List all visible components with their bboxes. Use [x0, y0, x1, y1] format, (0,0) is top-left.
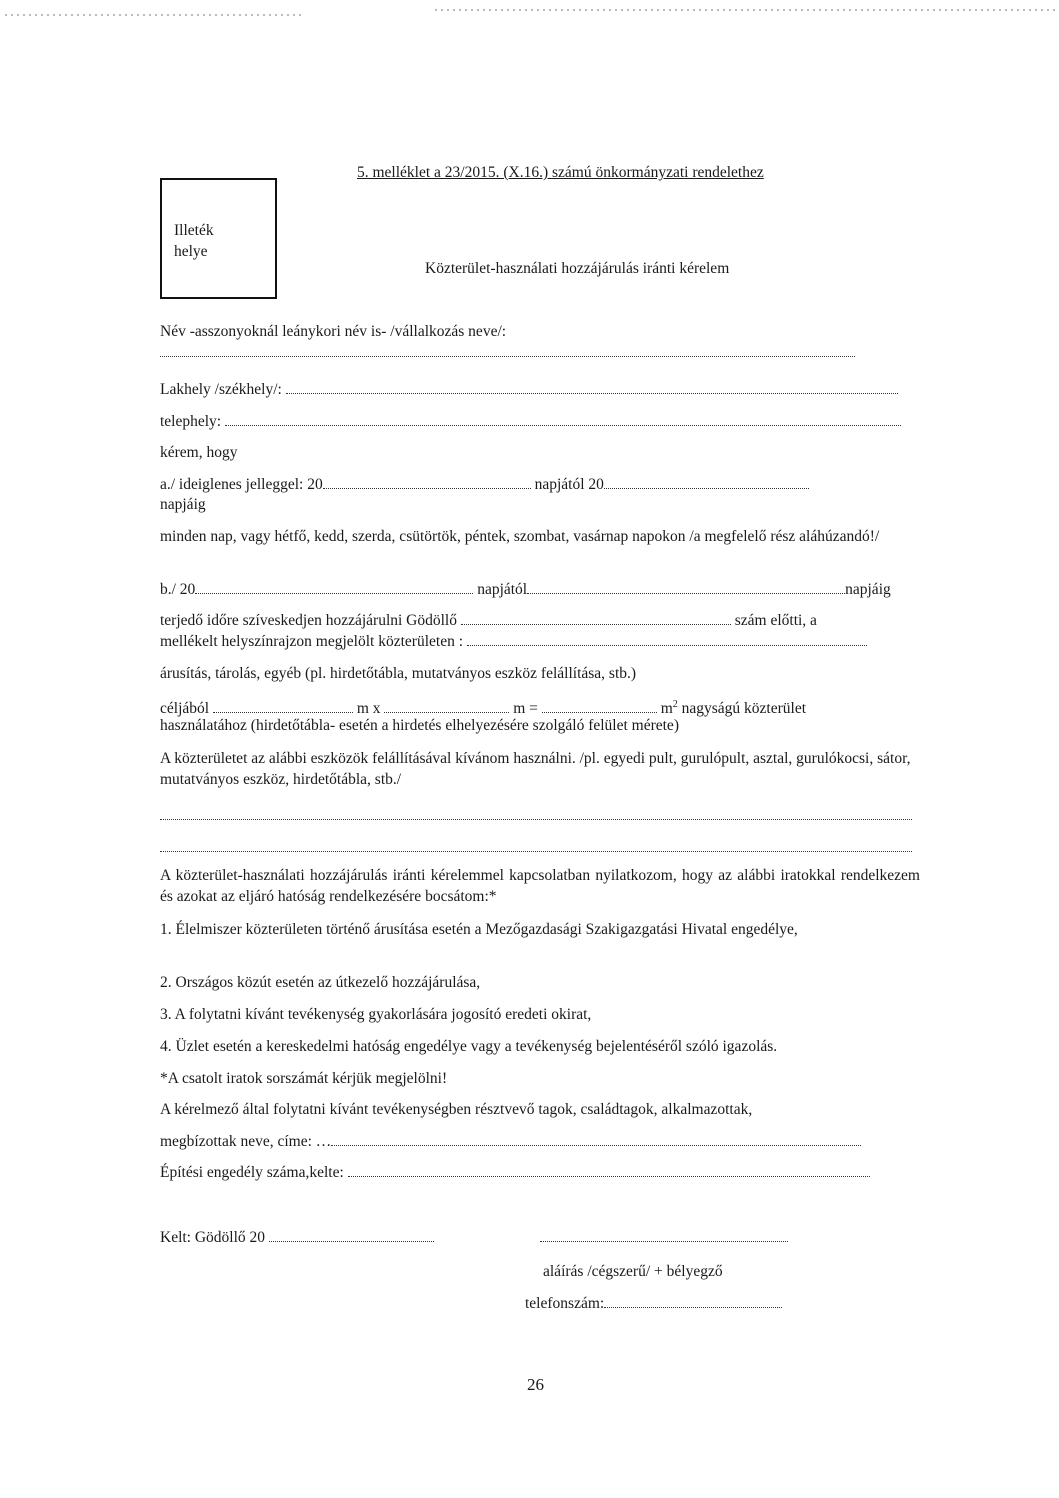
days-selection-text: minden nap, vagy hétfő, kedd, szerda, csütörtök, péntek, szombat, vasárnap napokon /a megfelelő rész aláhúzandó!/ — [160, 528, 880, 545]
purpose-text: árusítás, tárolás, egyéb (pl. hirdetőtábla, mutatványos eszköz felállítása, stb.) — [160, 665, 637, 682]
size-mx: m x — [356, 700, 381, 718]
dated-row — [160, 1228, 434, 1248]
option-a-label: a./ ideiglenes jelleggel: 20 — [160, 476, 323, 493]
site-label: telephely: — [160, 413, 222, 430]
size-eq: m = — [513, 700, 538, 718]
participants-row — [160, 1132, 861, 1152]
option-a-row — [160, 475, 809, 495]
area-row — [160, 632, 867, 652]
document-item-2: 2. Országos közút esetén az útkezelő hozzájárulása, — [160, 974, 481, 991]
scan-artifact — [5, 14, 305, 16]
option-b-from-field[interactable] — [195, 581, 473, 594]
equipment-field-1[interactable] — [160, 806, 912, 826]
total-area-field[interactable] — [542, 700, 657, 713]
fee-stamp-box — [160, 178, 277, 299]
option-b-row — [160, 580, 891, 600]
option-b-until-field[interactable] — [527, 581, 845, 594]
size-unit-sup: 2 — [672, 699, 678, 710]
option-b-label: b./ 20 — [160, 581, 196, 598]
document-item-3: 3. A folytatni kívánt tevékenység gyakorlására jogosító eredeti okirat, — [160, 1006, 592, 1023]
location-label: terjedő időre szíveskedjen hozzájárulni Gödöllő — [160, 612, 457, 629]
document-item-1: 1. Élelmiszer közterületen történő árusítása esetén a Mezőgazdasági Szakigazgatási Hivatal engedélye, — [160, 921, 798, 938]
page-title: Közterület-használati hozzájárulás iránti kérelem — [425, 260, 730, 277]
equipment-field-2[interactable] — [160, 838, 912, 858]
option-b-from-label: napjától — [477, 581, 528, 598]
equipment-text: A közterületet az alábbi eszközök felállításával kívánom használni. /pl. egyedi pult, gurulópult, asztal, gurulókocsi, sátor, mutatványos eszköz, hirdetőtábla, stb./ — [160, 750, 911, 788]
residence-label: Lakhely /székhely/: — [160, 381, 282, 398]
option-a-until-label: napjáig — [160, 496, 206, 513]
option-a-until-field[interactable] — [604, 476, 809, 489]
building-permit-label: Építési engedély száma,kelte: — [160, 1164, 344, 1181]
width-field[interactable] — [384, 700, 509, 713]
size-note: használatához (hirdetőtábla- esetén a hirdetés elhelyezésére szolgáló felület mérete) — [160, 717, 679, 734]
residence-field[interactable] — [286, 381, 898, 394]
declaration-text: A közterület-használati hozzájárulás iránti kérelemmel kapcsolatban nyilatkozom, hogy az alábbi iratokkal rendelkezem és azokat az eljáró hatóság rendelkezésére bocsátom:* — [160, 867, 920, 905]
phone-row — [525, 1294, 782, 1314]
building-permit-field[interactable] — [348, 1164, 870, 1177]
area-field[interactable] — [467, 633, 867, 646]
name-label: Név -asszonyoknál leánykori név is- /vállalkozás neve/: — [160, 323, 507, 340]
location-label-2: szám előtti, a — [734, 612, 817, 629]
site-row — [160, 412, 901, 432]
size-unit: m — [660, 700, 673, 718]
page-number: 26 — [527, 1375, 544, 1394]
size-suffix: nagyságú közterület — [681, 700, 807, 718]
area-label: mellékelt helyszínrajzon megjelölt közterületen : — [160, 633, 463, 650]
signature-label: aláírás /cégszerű/ + bélyegző — [543, 1263, 723, 1280]
participants-field[interactable] — [331, 1133, 861, 1146]
option-a-from-field[interactable] — [323, 476, 531, 489]
name-field[interactable] — [160, 343, 855, 363]
residence-row — [160, 380, 898, 400]
option-b-until-label: napjáig — [845, 581, 891, 598]
length-field[interactable] — [213, 700, 353, 713]
date-field[interactable] — [269, 1229, 434, 1242]
size-prefix: céljából — [160, 700, 210, 718]
participants-text: A kérelmező által folytatni kívánt tevékenységben résztvevő tagok, családtagok, alkalmazottak, — [160, 1101, 753, 1118]
document-item-4: 4. Üzlet esetén a kereskedelmi hatóság engedélye vagy a tevékenység bejelentéséről szóló igazolás. — [160, 1038, 778, 1055]
annex-reference: 5. melléklet a 23/2015. (X.16.) számú önkormányzati rendelethez — [357, 164, 764, 181]
building-permit-row — [160, 1163, 870, 1183]
stamp-label-line1: Illeték — [174, 222, 214, 239]
phone-label: telefonszám: — [525, 1295, 605, 1312]
phone-field[interactable] — [604, 1295, 782, 1308]
participants-label: megbízottak neve, címe: … — [160, 1133, 332, 1150]
footnote: *A csatolt iratok sorszámát kérjük megjelölni! — [160, 1070, 448, 1087]
signature-field[interactable] — [540, 1228, 788, 1248]
site-field[interactable] — [225, 413, 901, 426]
address-number-field[interactable] — [461, 612, 731, 625]
request-intro: kérem, hogy — [160, 444, 238, 461]
scan-artifact — [435, 9, 1055, 11]
option-a-from-label: napjától 20 — [534, 476, 604, 493]
location-row — [160, 611, 817, 631]
stamp-label-line2: helye — [174, 243, 208, 260]
dated-label: Kelt: Gödöllő 20 — [160, 1229, 266, 1246]
